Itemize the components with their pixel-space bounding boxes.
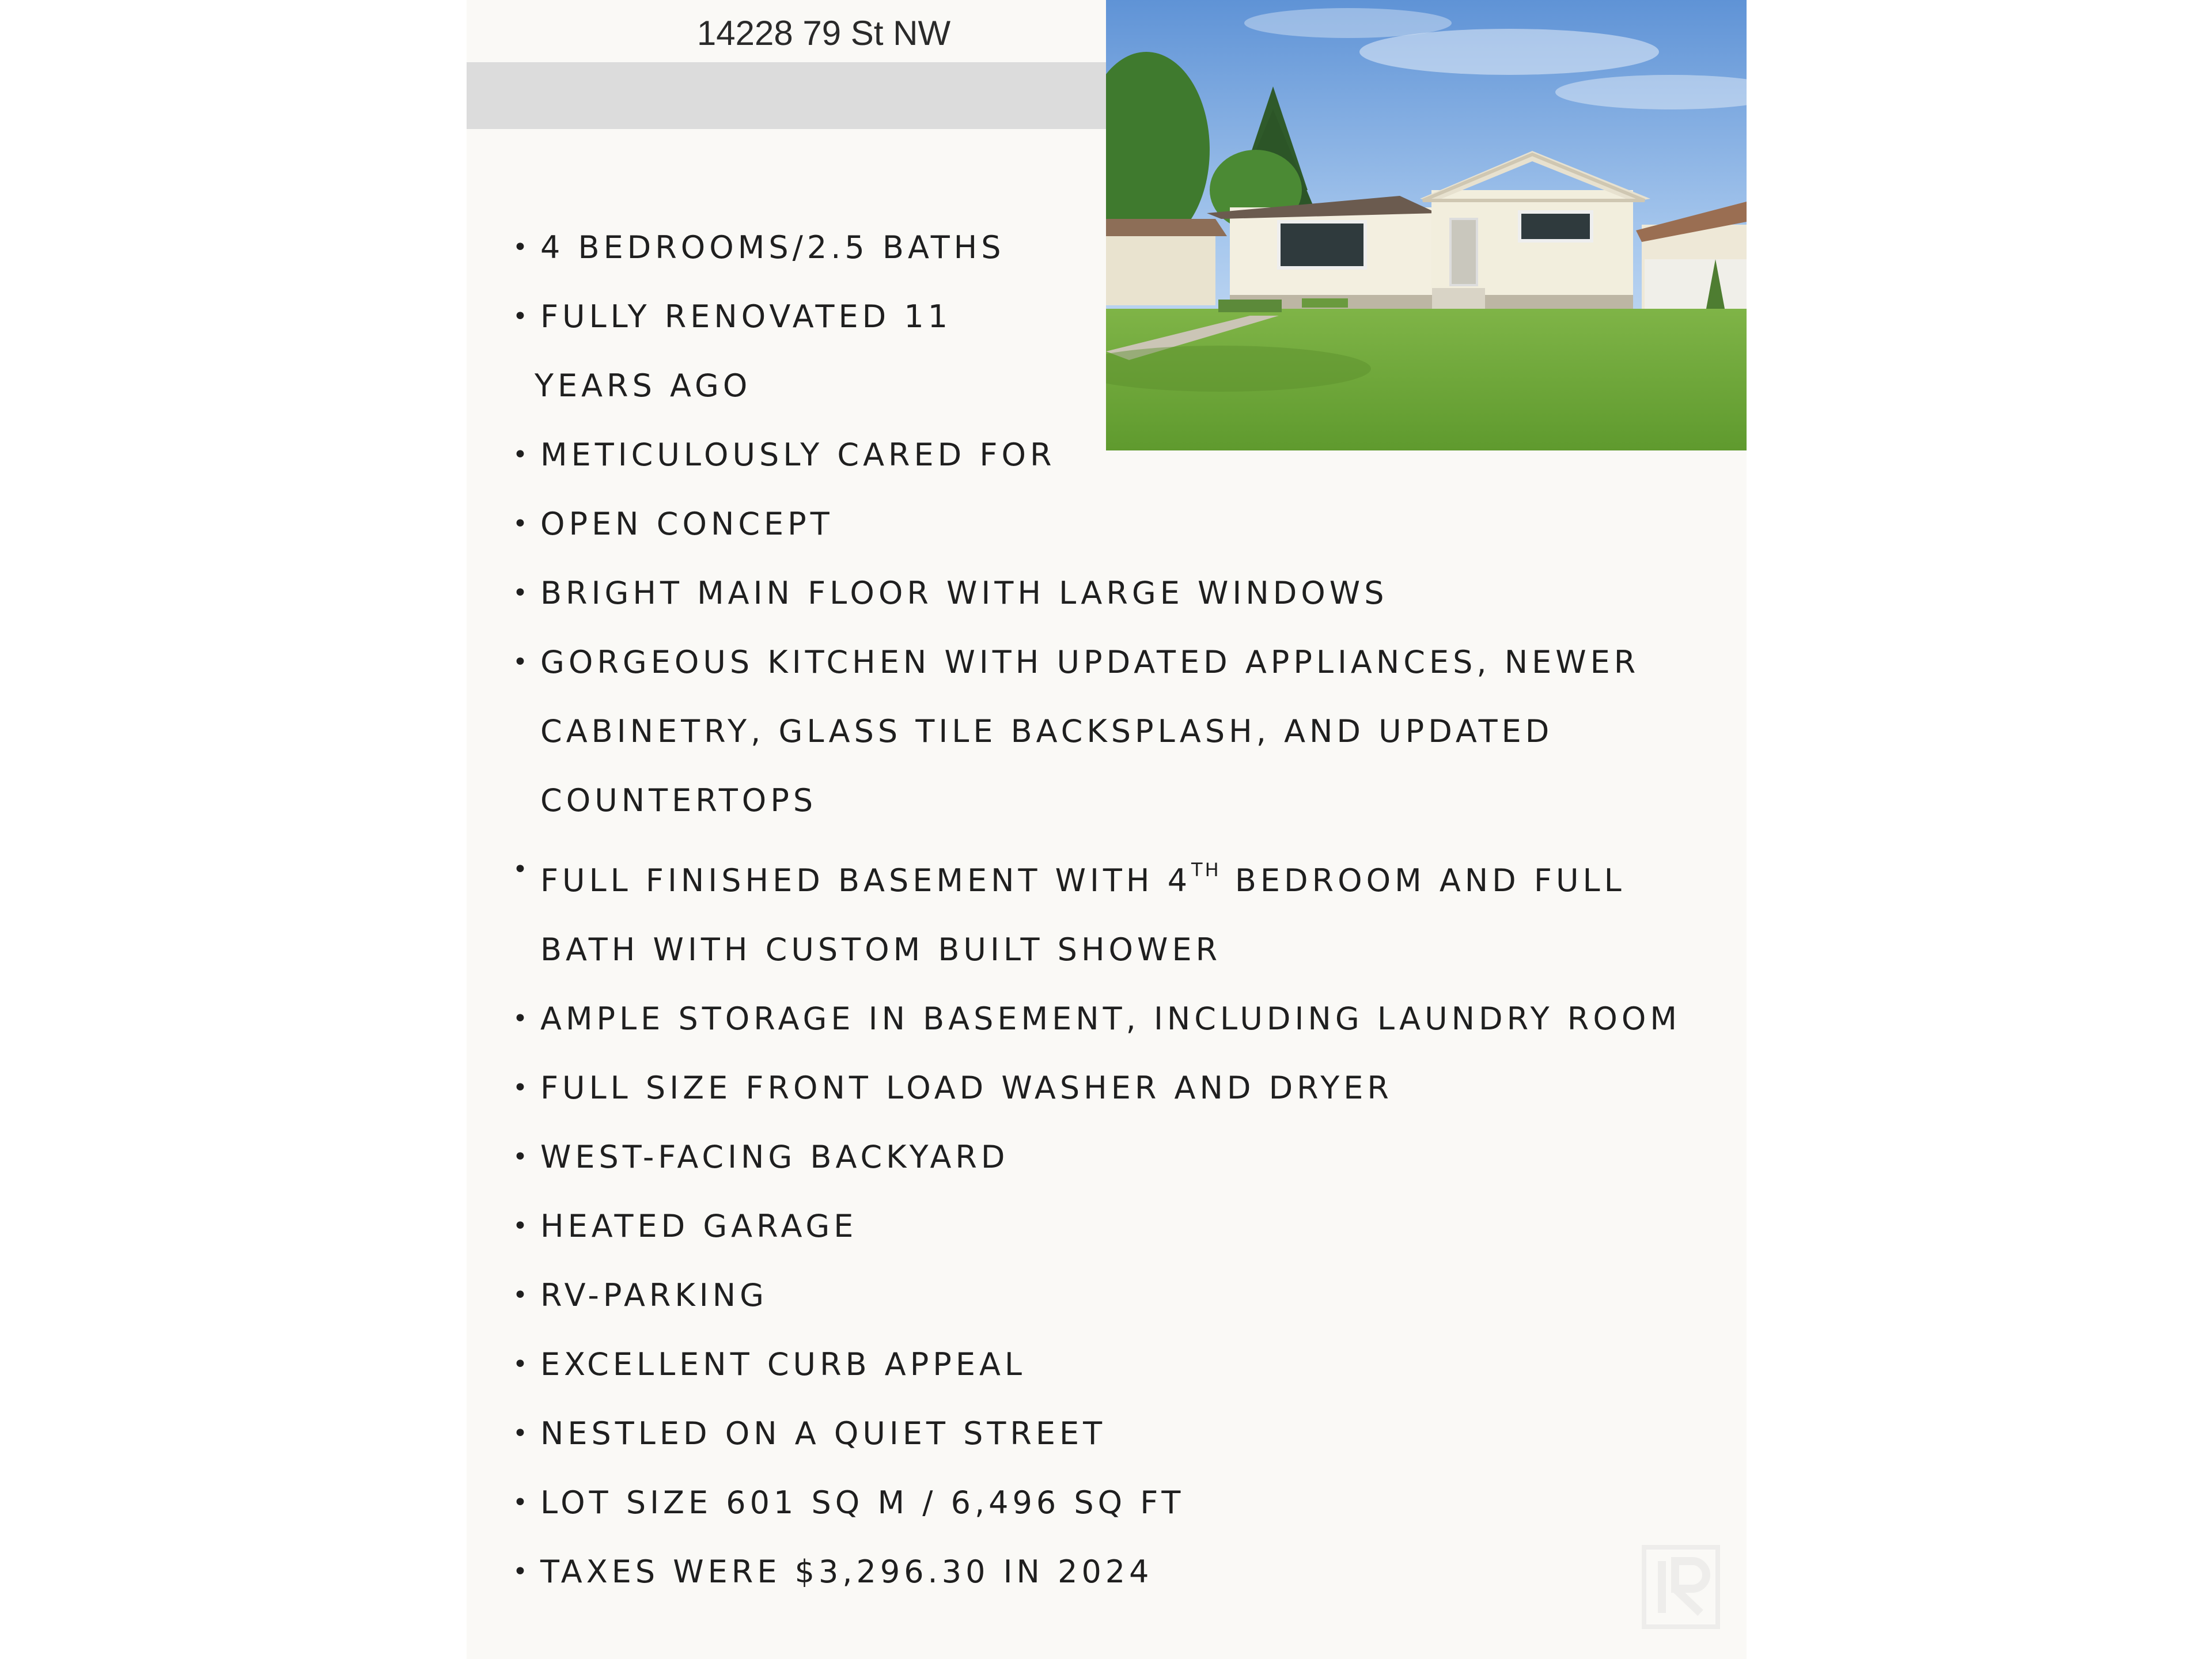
feature-text-before-sup: FULL FINISHED BASEMENT WITH 4 [540,862,1192,899]
feature-text: AMPLE STORAGE IN BASEMENT, INCLUDING LAUNDRY ROOM [540,1001,1681,1037]
feature-rv-parking [513,1261,1734,1330]
feature-renovated [513,282,1734,421]
bullet-icon: • [513,1419,532,1448]
feature-text-line-1 [540,835,1734,915]
realtor-watermark-icon [1641,1544,1721,1630]
bullet-icon: • [513,1142,532,1172]
bullet-icon: • [513,1211,532,1241]
bullet-icon: • [513,578,532,608]
feature-text: OPEN CONCEPT [540,506,834,542]
feature-text: FULL SIZE FRONT LOAD WASHER AND DRYER [540,1070,1393,1106]
feature-text-line-1: GORGEOUS KITCHEN WITH UPDATED APPLIANCES, NEWER [540,644,1640,680]
feature-text: HEATED GARAGE [540,1208,858,1244]
bullet-icon: • [513,509,532,539]
feature-text: 4 BEDROOMS/2.5 BATHS [540,229,1005,266]
feature-text-line-3: COUNTERTOPS [540,782,817,819]
feature-lot-size [513,1468,1734,1537]
bullet-icon: • [513,1350,532,1379]
feature-text-line-2: YEARS AGO [535,368,752,404]
ordinal-superscript: TH [1191,859,1221,881]
feature-quiet-street [513,1399,1734,1468]
feature-garage [513,1192,1734,1261]
bullet-icon: • [513,1281,532,1310]
feature-text: METICULOUSLY CARED FOR [540,437,1056,473]
feature-text-line-2: CABINETRY, GLASS TILE BACKSPLASH, AND UPDATED [540,713,1554,749]
feature-backyard [513,1123,1734,1192]
property-address: 14228 79 St NW [696,14,951,52]
bullet-icon: • [513,1004,532,1033]
feature-bright-main-floor [513,559,1734,628]
feature-storage [513,984,1734,1054]
bullet-icon: • [513,1073,532,1103]
feature-text: BRIGHT MAIN FLOOR WITH LARGE WINDOWS [540,575,1388,611]
feature-bedrooms-baths [513,213,1734,282]
feature-taxes [513,1537,1734,1607]
feature-cared-for [513,421,1734,490]
feature-basement [513,835,1734,984]
bullet-icon: • [513,1488,532,1517]
feature-text: NESTLED ON A QUIET STREET [540,1415,1107,1452]
address-banner [467,62,1106,129]
bullet-icon: • [513,233,532,262]
bullet-icon: • [513,302,532,331]
feature-open-concept [513,490,1734,559]
feature-text-after-sup: BEDROOM AND FULL [1221,862,1626,899]
bullet-icon: • [513,647,532,677]
feature-curb-appeal [513,1330,1734,1399]
feature-kitchen [513,628,1734,835]
feature-text-line-2: BATH WITH CUSTOM BUILT SHOWER [540,931,1222,968]
bullet-icon: • [513,855,532,884]
feature-text: RV-PARKING [540,1277,768,1313]
feature-washer-dryer [513,1054,1734,1123]
feature-text-line-1: FULLY RENOVATED 11 [540,298,952,335]
feature-text: LOT SIZE 601 SQ M / 6,496 SQ FT [540,1484,1185,1521]
bullet-icon: • [513,440,532,469]
feature-text: EXCELLENT CURB APPEAL [540,1346,1027,1382]
bullet-icon: • [513,1557,532,1586]
feature-text: TAXES WERE $3,296.30 IN 2024 [540,1554,1153,1590]
feature-text: WEST-FACING BACKYARD [540,1139,1009,1175]
feature-list [513,213,1734,1607]
listing-flyer [467,0,1747,1659]
